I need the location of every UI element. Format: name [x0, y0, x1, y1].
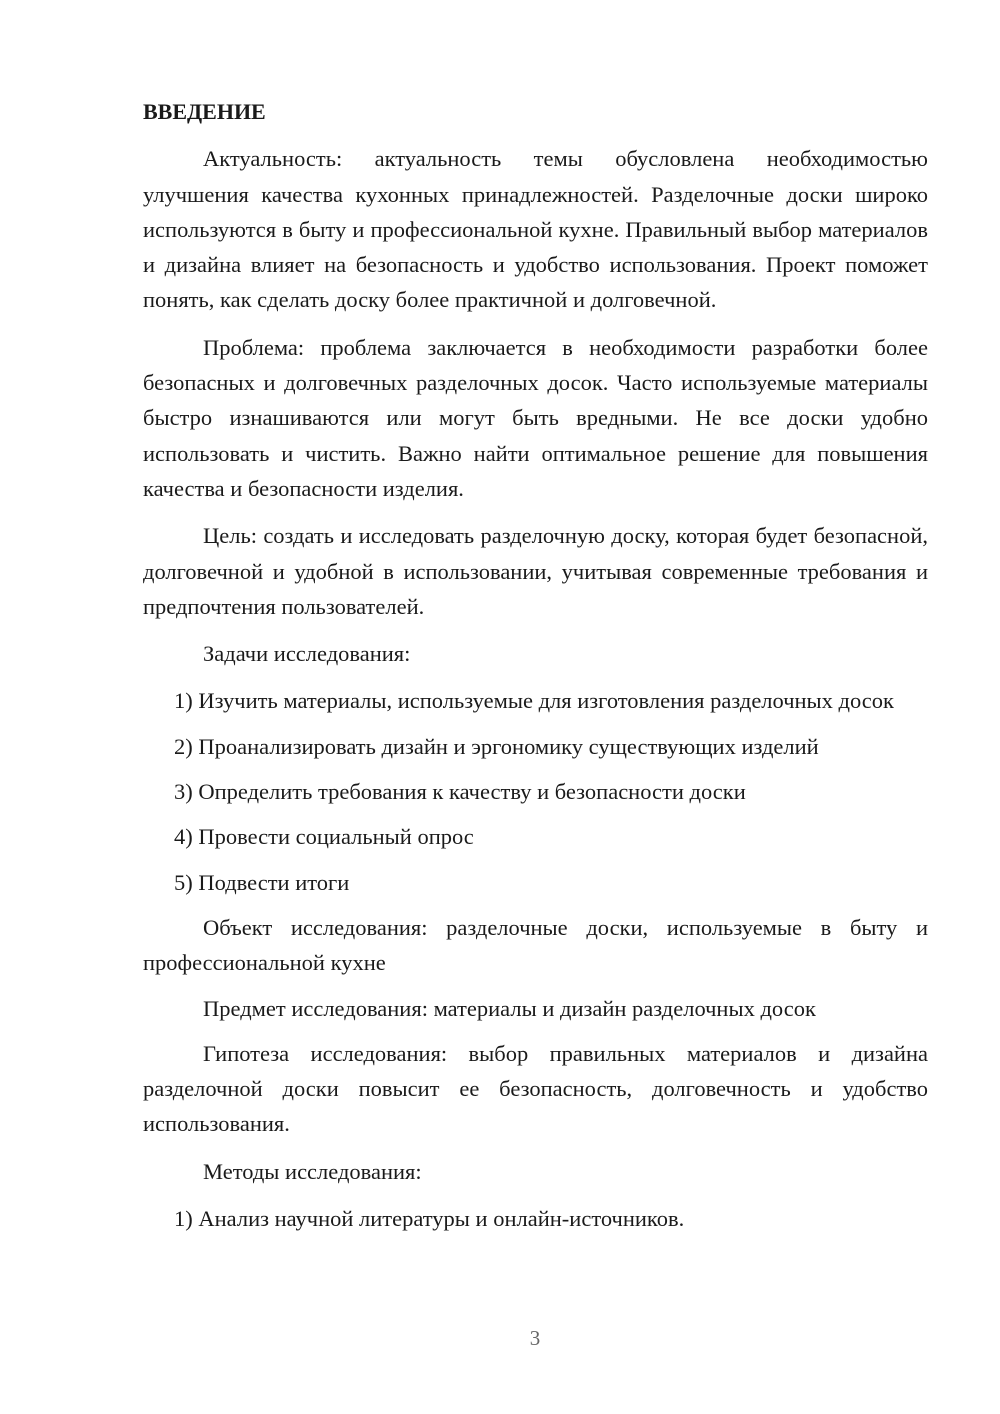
methods-heading: Методы исследования:: [203, 1158, 422, 1184]
page-title: ВВЕДЕНИЕ: [143, 99, 266, 124]
task-item-2: 2) Проанализировать дизайн и эргономику существующих изделий: [174, 733, 819, 759]
task-item-3: 3) Определить требования к качеству и безопасности доски: [174, 779, 746, 805]
paragraph-goal: Цель: создать и исследовать разделочную доску, которая будет безопасной, долговечной и удобной в использовании, учитывая современные требования и предпочтения пользователей.: [143, 523, 928, 619]
task-item-5: 5) Подвести итоги: [174, 869, 350, 895]
task-item-4: 4) Провести социальный опрос: [174, 824, 474, 850]
method-item-1: 1) Анализ научной литературы и онлайн-источников.: [174, 1206, 685, 1232]
task-item-1: 1) Изучить материалы, используемые для изготовления разделочных досок: [174, 688, 894, 714]
tasks-heading: Задачи исследования:: [203, 641, 411, 667]
paragraph-relevance: Актуальность: актуальность темы обусловлена необходимостью улучшения качества кухонных принадлежностей. Разделочные доски широко используются в быту и профессиональной кухне. Правильный выбор материалов и дизайна влияет на безопасность и удобство использования. Проект поможет понять, как сделать доску более практичной и долговечной.: [143, 146, 928, 313]
paragraph-problem: Проблема: проблема заключается в необходимости разработки более безопасных и долговечных разделочных досок. Часто используемые материалы быстро изнашиваются или могут быть вредными. Не все доски удобно использовать и чистить. Важно найти оптимальное решение для повышения качества и безопасности изделия.: [143, 334, 928, 501]
paragraph-object: Объект исследования: разделочные доски, используемые в быту и профессиональной кухне: [143, 914, 928, 976]
paragraph-hypothesis: Гипотеза исследования: выбор правильных материалов и дизайна разделочной доски повысит ее безопасность, долговечность и удобство использования.: [143, 1040, 928, 1137]
page-number: 3: [529, 1326, 541, 1350]
page-content: [143, 94, 928, 1236]
paragraph-subject: Предмет исследования: материалы и дизайн разделочных досок: [203, 995, 816, 1021]
